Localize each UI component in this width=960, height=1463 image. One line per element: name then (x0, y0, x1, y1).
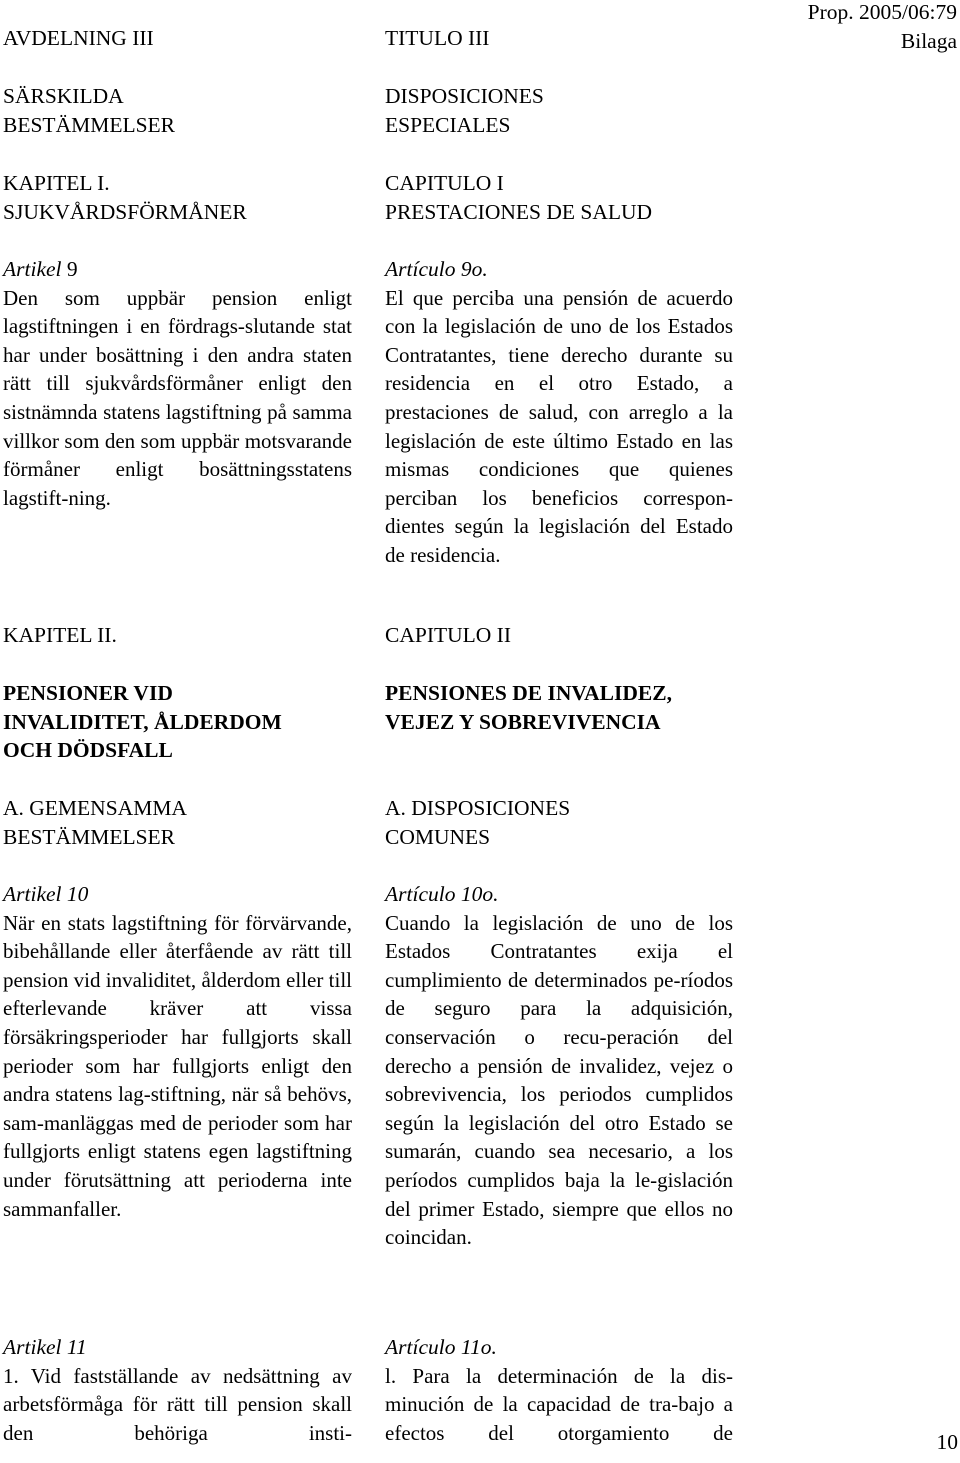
page-number: 10 (936, 1430, 958, 1454)
articulo11-block (385, 1333, 733, 1447)
article10-text: När en stats lagstiftning för förvärvande, bibehållande eller återfående av rätt till pension vid invaliditet, ålderdom eller till efterlevande kräver att vissa försäkringsperioder har fullgjorts skall perioder som har fullgjorts enligt den andra statens lag-stiftning, när så behövs, sam-manläggas med de perioder som har fullgjorts enligt statens egen lagstiftning under förutsättning att perioderna inte sammanfaller. (3, 910, 352, 1221)
part-title: AVDELNING III (3, 26, 154, 50)
article9-label: Artikel 9 (3, 257, 78, 281)
articulo10-label: Artículo 10o. (385, 882, 499, 906)
proposition-number: Prop. 2005/06:79 (807, 0, 957, 24)
capitulo1-heading: CAPITULO I PRESTACIONES DE SALUD (385, 171, 653, 224)
titulo-title: TITULO III (385, 26, 490, 50)
chapter2-label: KAPITEL II. (3, 623, 117, 647)
capitulo2-heading: PENSIONES DE INVALIDEZ, VEJEZ Y SOBREVIVENCIA (385, 681, 672, 734)
capitulo2-label: CAPITULO II (385, 623, 511, 647)
articulo10-text: Cuando la legislación de uno de los Estados Contratantes exija el cumplimiento de determinados pe-ríodos de seguro para la adquisición, conservación o recu-peración del derecho a pensión de invalidez, vejez o sobrevivencia, los periodos cumplidos según la legislación del otro Estado se sumarán, cuando sea necesario, a los períodos cumplidos baja la le-gislación del primer Estado, siempre que ellos no coincidan. (385, 910, 733, 1250)
section-a-heading: A. GEMENSAMMA BESTÄMMELSER (3, 796, 187, 849)
article9-block (3, 255, 352, 512)
chapter2-heading: PENSIONER VID INVALIDITET, ÅLDERDOM OCH DÖDSFALL (3, 681, 282, 763)
chapter1-heading: KAPITEL I. SJUKVÅRDSFÖRMÅNER (3, 171, 247, 224)
articulo11-text: l. Para la determinación de la dis-minución de la capacidad de tra-bajo a efectos del otorgamiento de (385, 1363, 733, 1445)
article9-text: Den som uppbär pension enligt lagstiftningen i en fördrags-slutande stat har under bosättning i den andra staten rätt till sjukvårdsförmåner enligt den sistnämnda statens lagstiftning på samma villkor som den som uppbär motsvarande förmåner enligt bosättningsstatens lagstift-ning. (3, 285, 352, 510)
appendix-label: Bilaga (900, 28, 957, 53)
articulo10-block (385, 880, 733, 1252)
disposiciones-heading: DISPOSICIONES ESPECIALES (385, 84, 544, 137)
seccion-a-heading: A. DISPOSICIONES COMUNES (385, 796, 571, 849)
article11-text: 1. Vid fastställande av nedsättning av arbetsförmåga för rätt till pension skall den behöriga insti- (3, 1363, 352, 1445)
article11-label: Artikel 11 (3, 1335, 87, 1359)
articulo9-text: El que perciba una pensión de acuerdo con la legislación de uno de los Estados Contratantes, tiene derecho durante su residencia en el otro Estado, a prestaciones de salud, con arreglo a la legislación de este último Estado en las mismas condiciones que quienes perciban los beneficios correspon-dientes según la legislación del Estado de residencia. (385, 285, 733, 567)
article10-label: Artikel 10 (3, 882, 89, 906)
article11-block (3, 1333, 352, 1447)
articulo9-block (385, 255, 733, 570)
articulo11-label: Artículo 11o. (385, 1335, 497, 1359)
articulo9-label: Artículo 9o. (385, 257, 488, 281)
special-provisions-heading: SÄRSKILDA BESTÄMMELSER (3, 84, 176, 137)
article10-block (3, 880, 352, 1223)
